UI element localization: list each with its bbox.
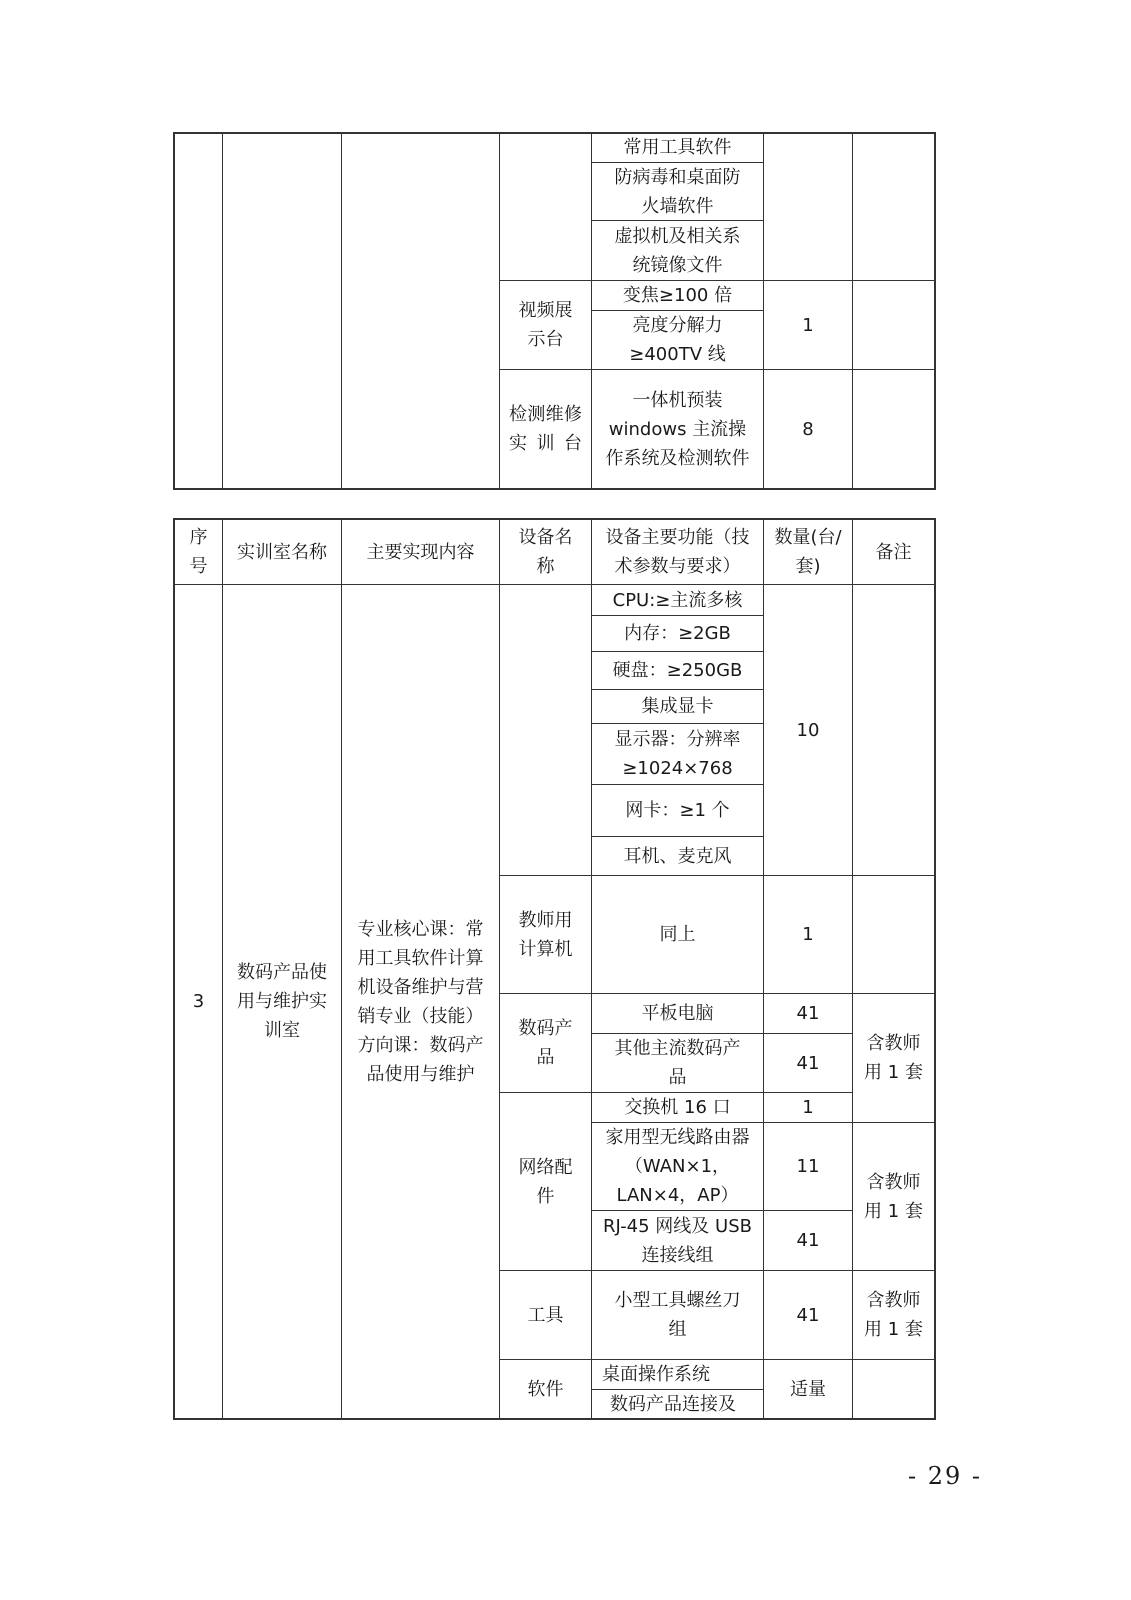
- t1-col-line: [341, 132, 342, 490]
- page-number: - 29 -: [907, 1462, 982, 1490]
- network-router: 家用型无线路由器（WAN×1，LAN×4，AP）: [605, 1127, 750, 1206]
- spec-nic: 网卡：≥1 个: [625, 800, 730, 821]
- t1-border-top: [173, 132, 936, 134]
- digital-tablet: 平板电脑: [641, 1003, 714, 1024]
- digital-other: 其他主流数码产品: [614, 1038, 741, 1088]
- repair-bench-quantity: 8: [802, 418, 814, 440]
- software-item-tools: 常用工具软件: [623, 137, 732, 158]
- software-desktop-os: 桌面操作系统: [602, 1364, 710, 1385]
- spec-cpu: CPU:≥主流多核: [612, 589, 743, 611]
- digital-other-quantity: 41: [796, 1052, 820, 1074]
- student-pc-quantity: 10: [796, 719, 820, 741]
- header-room: 实训室名称: [237, 541, 327, 563]
- software-item-antivirus: 防病毒和桌面防火墙软件: [614, 166, 741, 217]
- device-teacher-pc: 教师用计算机: [518, 909, 573, 960]
- teacher-pc-function: 同上: [659, 924, 696, 945]
- spec-monitor: 显示器：分辨率≥1024×768: [614, 729, 741, 779]
- software-item-vm: 虚拟机及相关系统镜像文件: [614, 225, 741, 276]
- device-network: 网络配件: [518, 1156, 573, 1207]
- row-seq: 3: [192, 991, 205, 1012]
- t1-col-line: [173, 132, 175, 490]
- t1-col-line: [852, 132, 853, 490]
- video-booth-resolution: 亮度分解力≥400TV 线: [629, 315, 726, 365]
- header-remark: 备注: [875, 541, 912, 563]
- t2-col-line: [934, 518, 936, 1420]
- digital-tablet-quantity: 41: [796, 1003, 820, 1024]
- network-remark: 含教师用 1 套: [864, 1171, 923, 1222]
- software-quantity: 适量: [790, 1378, 826, 1400]
- software-digital-connect: 数码产品连接及: [610, 1393, 736, 1415]
- video-booth-quantity: 1: [802, 314, 814, 336]
- network-switch-quantity: 1: [802, 1097, 814, 1118]
- row-room-name: 数码产品使用与维护实训室: [237, 962, 327, 1041]
- tools-quantity: 41: [796, 1304, 820, 1326]
- spec-disk: 硬盘：≥250GB: [612, 660, 743, 681]
- t1-border-bottom: [173, 488, 936, 490]
- tools-function: 小型工具螺丝刀组: [614, 1290, 741, 1340]
- repair-bench-function: 一体机预装 windows 主流操作系统及检测软件: [605, 389, 750, 469]
- header-device: 设备名称: [518, 527, 573, 577]
- network-switch: 交换机 16 口: [624, 1097, 731, 1118]
- device-digital-products: 数码产品: [518, 1018, 573, 1068]
- network-cables: RJ-45 网线及 USB 连接线组: [603, 1215, 752, 1266]
- header-function: 设备主要功能（技术参数与要求）: [605, 527, 750, 577]
- device-tools: 工具: [527, 1304, 564, 1326]
- network-router-quantity: 11: [796, 1156, 820, 1177]
- device-repair-bench: 检测维修实训台: [509, 404, 582, 454]
- t1-col-line: [934, 132, 936, 490]
- network-cables-quantity: 41: [796, 1230, 820, 1251]
- spec-gpu: 集成显卡: [641, 696, 714, 717]
- teacher-pc-quantity: 1: [802, 924, 814, 945]
- row-content: 专业核心课：常用工具软件计算机设备维护与营销专业（技能）方向课：数码产品使用与维护: [357, 918, 484, 1085]
- video-booth-zoom: 变焦≥100 倍: [622, 285, 733, 306]
- digital-products-remark: 含教师用 1 套: [864, 1033, 923, 1083]
- device-video-booth: 视频展示台: [518, 300, 573, 350]
- tools-remark: 含教师用 1 套: [864, 1290, 923, 1340]
- t2-border-bottom: [173, 1418, 936, 1420]
- device-software: 软件: [527, 1378, 564, 1400]
- spec-memory: 内存：≥2GB: [624, 623, 731, 644]
- t1-col-line: [222, 132, 223, 490]
- spec-headset: 耳机、麦克风: [623, 845, 732, 867]
- header-content: 主要实现内容: [366, 541, 475, 563]
- header-seq: 序号: [189, 527, 208, 577]
- header-quantity: 数量(台/套): [774, 527, 842, 577]
